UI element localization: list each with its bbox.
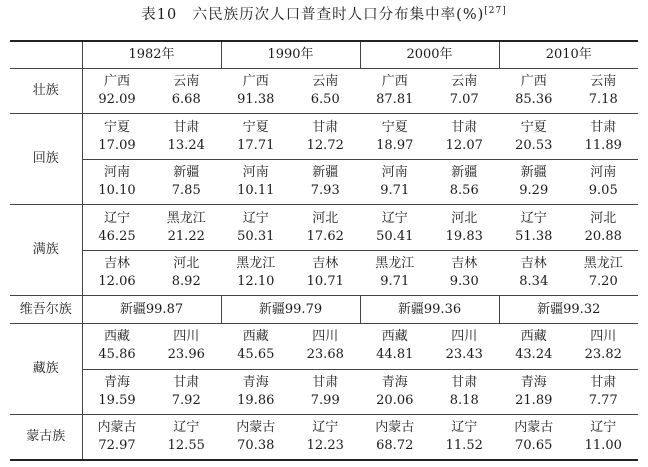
region-share-cell xyxy=(82,414,152,460)
header-year: 2010年 xyxy=(499,41,638,69)
province-name: 河北 xyxy=(173,255,200,271)
ethnic-group-cell: 壮族 xyxy=(10,69,82,114)
region-share-cell xyxy=(291,69,361,114)
region-share-cell xyxy=(499,205,569,250)
region-share-cell xyxy=(360,205,430,250)
share-value: 18.97 xyxy=(376,137,414,153)
region-share-cell xyxy=(430,250,500,295)
region-share-cell xyxy=(569,205,639,250)
share-value: 50.41 xyxy=(376,228,414,244)
province-name: 新疆 xyxy=(520,165,547,181)
region-share-cell xyxy=(430,114,500,159)
share-value: 7.99 xyxy=(310,392,340,408)
share-value: 7.93 xyxy=(310,183,340,199)
ethnic-group-cell: 蒙古族 xyxy=(10,414,82,460)
province-name: 内蒙古 xyxy=(514,419,554,435)
share-value: 21.89 xyxy=(515,392,553,408)
share-value: 70.38 xyxy=(237,437,275,453)
region-share-cell xyxy=(360,250,430,295)
table-row xyxy=(10,69,638,114)
share-value: 70.65 xyxy=(515,437,553,453)
province-name: 河南 xyxy=(590,165,617,181)
province-name: 青海 xyxy=(242,374,269,390)
province-name: 内蒙古 xyxy=(375,419,415,435)
share-value: 19.59 xyxy=(98,392,136,408)
region-share-cell xyxy=(499,324,569,369)
province-name: 黑龙江 xyxy=(166,210,206,226)
table-row xyxy=(10,114,638,159)
share-value: 9.05 xyxy=(588,183,618,199)
region-share-cell xyxy=(360,114,430,159)
province-name: 云南 xyxy=(590,74,617,90)
region-share-cell xyxy=(291,324,361,369)
share-value: 46.25 xyxy=(98,228,136,244)
region-share-cell xyxy=(221,159,291,204)
region-share-cell xyxy=(360,159,430,204)
province-name: 辽宁 xyxy=(520,210,547,226)
region-share-cell xyxy=(569,369,639,414)
share-value: 7.07 xyxy=(449,92,479,108)
region-share-cell xyxy=(430,324,500,369)
share-value: 17.62 xyxy=(306,228,344,244)
region-share-cell xyxy=(82,369,152,414)
share-value: 11.89 xyxy=(584,137,622,153)
province-name: 吉林 xyxy=(103,255,130,271)
province-name: 宁夏 xyxy=(103,119,130,135)
share-value: 12.06 xyxy=(98,273,136,289)
province-name: 内蒙古 xyxy=(236,419,276,435)
region-share-cell xyxy=(430,69,500,114)
province-name: 青海 xyxy=(381,374,408,390)
ethnic-group-cell: 维吾尔族 xyxy=(10,296,82,324)
province-name: 广西 xyxy=(242,74,269,90)
region-share-cell xyxy=(291,250,361,295)
region-share-cell xyxy=(221,69,291,114)
region-share-cell xyxy=(291,414,361,460)
province-name: 宁夏 xyxy=(242,119,269,135)
region-share-cell xyxy=(499,414,569,460)
province-name: 西藏 xyxy=(520,329,547,345)
share-value: 9.71 xyxy=(380,273,410,289)
share-value: 8.92 xyxy=(171,273,201,289)
header-row xyxy=(10,41,638,69)
header-year: 1990年 xyxy=(221,41,360,69)
region-share-cell xyxy=(430,205,500,250)
header-year: 2000年 xyxy=(360,41,499,69)
region-share-cell: 新疆99.36 xyxy=(360,296,499,324)
province-name: 吉林 xyxy=(451,255,478,271)
province-name: 辽宁 xyxy=(173,419,200,435)
province-name: 甘肃 xyxy=(312,374,339,390)
share-value: 72.97 xyxy=(98,437,136,453)
share-value: 19.86 xyxy=(237,392,275,408)
share-value: 87.81 xyxy=(376,92,414,108)
share-value: 23.96 xyxy=(167,347,205,363)
table-row xyxy=(10,296,638,324)
region-share-cell xyxy=(221,205,291,250)
region-share-cell xyxy=(221,250,291,295)
province-name: 广西 xyxy=(520,74,547,90)
region-share-cell xyxy=(82,324,152,369)
share-value: 85.36 xyxy=(515,92,553,108)
province-name: 辽宁 xyxy=(312,419,339,435)
region-share-cell xyxy=(569,69,639,114)
province-name: 新疆 xyxy=(173,165,200,181)
province-name: 河北 xyxy=(312,210,339,226)
share-value: 68.72 xyxy=(376,437,414,453)
share-value: 17.71 xyxy=(237,137,275,153)
share-value: 13.24 xyxy=(167,137,205,153)
province-name: 河北 xyxy=(451,210,478,226)
province-name: 四川 xyxy=(312,329,339,345)
region-share-cell xyxy=(499,114,569,159)
share-value: 6.50 xyxy=(310,92,340,108)
table-row xyxy=(10,324,638,369)
province-name: 宁夏 xyxy=(381,119,408,135)
share-value: 8.18 xyxy=(449,392,479,408)
province-name: 西藏 xyxy=(242,329,269,345)
region-share-cell xyxy=(499,159,569,204)
region-share-cell xyxy=(360,414,430,460)
table-caption xyxy=(0,0,648,30)
share-value: 12.55 xyxy=(167,437,205,453)
region-share-cell xyxy=(152,69,222,114)
region-share-cell: 新疆99.79 xyxy=(221,296,360,324)
table-row xyxy=(10,159,638,204)
region-share-cell: 新疆99.87 xyxy=(82,296,221,324)
share-value: 51.38 xyxy=(515,228,553,244)
share-value: 8.56 xyxy=(449,183,479,199)
province-name: 西藏 xyxy=(381,329,408,345)
province-name: 甘肃 xyxy=(590,119,617,135)
region-share-cell: 新疆99.32 xyxy=(499,296,638,324)
province-name: 辽宁 xyxy=(242,210,269,226)
share-value: 17.09 xyxy=(98,137,136,153)
province-name: 河南 xyxy=(242,165,269,181)
share-value: 8.34 xyxy=(519,273,549,289)
distribution-table xyxy=(10,40,638,461)
province-name: 新疆 xyxy=(451,165,478,181)
region-share-cell xyxy=(569,250,639,295)
province-name: 辽宁 xyxy=(451,419,478,435)
region-share-cell xyxy=(221,369,291,414)
region-share-cell xyxy=(291,369,361,414)
region-share-cell xyxy=(430,414,500,460)
province-name: 辽宁 xyxy=(103,210,130,226)
share-value: 23.43 xyxy=(445,347,483,363)
share-value: 9.71 xyxy=(380,183,410,199)
share-value: 6.68 xyxy=(171,92,201,108)
region-share-cell xyxy=(152,250,222,295)
region-share-cell xyxy=(82,205,152,250)
region-share-cell xyxy=(360,324,430,369)
share-value: 11.52 xyxy=(445,437,483,453)
ethnic-group-cell: 满族 xyxy=(10,205,82,296)
region-share-cell xyxy=(221,324,291,369)
province-name: 云南 xyxy=(312,74,339,90)
caption-title: 表10 六民族历次人口普查时人口分布集中率(%) xyxy=(141,7,485,23)
province-name: 黑龙江 xyxy=(583,255,623,271)
share-value: 9.29 xyxy=(519,183,549,199)
province-name: 河南 xyxy=(103,165,130,181)
share-value: 12.72 xyxy=(306,137,344,153)
province-name: 甘肃 xyxy=(451,374,478,390)
table-body xyxy=(10,69,638,461)
region-share-cell xyxy=(221,114,291,159)
region-share-cell xyxy=(430,369,500,414)
share-value: 23.68 xyxy=(306,347,344,363)
region-share-cell xyxy=(82,159,152,204)
share-value: 10.10 xyxy=(98,183,136,199)
region-share-cell xyxy=(499,69,569,114)
share-value: 92.09 xyxy=(98,92,136,108)
share-value: 9.30 xyxy=(449,273,479,289)
province-name: 河北 xyxy=(590,210,617,226)
region-share-cell xyxy=(569,414,639,460)
province-name: 辽宁 xyxy=(381,210,408,226)
province-name: 青海 xyxy=(103,374,130,390)
region-share-cell xyxy=(499,250,569,295)
region-share-cell xyxy=(221,414,291,460)
region-share-cell xyxy=(152,369,222,414)
share-value: 12.10 xyxy=(237,273,275,289)
province-name: 吉林 xyxy=(520,255,547,271)
province-name: 辽宁 xyxy=(590,419,617,435)
province-name: 内蒙古 xyxy=(97,419,137,435)
share-value: 7.77 xyxy=(588,392,618,408)
province-name: 云南 xyxy=(173,74,200,90)
province-name: 甘肃 xyxy=(451,119,478,135)
province-name: 四川 xyxy=(173,329,200,345)
province-name: 青海 xyxy=(520,374,547,390)
province-name: 黑龙江 xyxy=(375,255,415,271)
region-share-cell xyxy=(569,114,639,159)
region-share-cell xyxy=(569,159,639,204)
region-share-cell xyxy=(360,369,430,414)
region-share-cell xyxy=(291,159,361,204)
region-share-cell xyxy=(430,159,500,204)
region-share-cell xyxy=(152,114,222,159)
share-value: 45.86 xyxy=(98,347,136,363)
region-share-cell xyxy=(360,69,430,114)
share-value: 44.81 xyxy=(376,347,414,363)
province-name: 吉林 xyxy=(312,255,339,271)
share-value: 10.71 xyxy=(306,273,344,289)
province-name: 河南 xyxy=(381,165,408,181)
share-value: 10.11 xyxy=(237,183,275,199)
header-corner xyxy=(10,41,82,69)
table-row xyxy=(10,414,638,460)
region-share-cell xyxy=(82,250,152,295)
province-name: 广西 xyxy=(381,74,408,90)
province-name: 宁夏 xyxy=(520,119,547,135)
share-value: 7.92 xyxy=(171,392,201,408)
share-value: 7.18 xyxy=(588,92,618,108)
ethnic-group-cell: 藏族 xyxy=(10,324,82,415)
province-name: 甘肃 xyxy=(312,119,339,135)
share-value: 50.31 xyxy=(237,228,275,244)
share-value: 20.88 xyxy=(584,228,622,244)
province-name: 四川 xyxy=(590,329,617,345)
region-share-cell xyxy=(499,369,569,414)
share-value: 20.06 xyxy=(376,392,414,408)
share-value: 43.24 xyxy=(515,347,553,363)
share-value: 91.38 xyxy=(237,92,275,108)
share-value: 21.22 xyxy=(167,228,205,244)
province-name: 甘肃 xyxy=(590,374,617,390)
table-row xyxy=(10,250,638,295)
caption-reference: [27] xyxy=(484,6,507,17)
province-name: 黑龙江 xyxy=(236,255,276,271)
region-share-cell xyxy=(152,324,222,369)
province-name: 广西 xyxy=(103,74,130,90)
share-value: 12.07 xyxy=(445,137,483,153)
share-value: 11.00 xyxy=(584,437,622,453)
region-share-cell xyxy=(291,114,361,159)
share-value: 23.82 xyxy=(584,347,622,363)
region-share-cell xyxy=(291,205,361,250)
share-value: 7.20 xyxy=(588,273,618,289)
province-name: 甘肃 xyxy=(173,119,200,135)
province-name: 西藏 xyxy=(103,329,130,345)
region-share-cell xyxy=(152,205,222,250)
province-name: 新疆 xyxy=(312,165,339,181)
province-name: 甘肃 xyxy=(173,374,200,390)
share-value: 19.83 xyxy=(445,228,483,244)
province-name: 四川 xyxy=(451,329,478,345)
share-value: 45.65 xyxy=(237,347,275,363)
region-share-cell xyxy=(82,114,152,159)
region-share-cell xyxy=(569,324,639,369)
province-name: 云南 xyxy=(451,74,478,90)
region-share-cell xyxy=(152,414,222,460)
region-share-cell xyxy=(152,159,222,204)
region-share-cell xyxy=(82,69,152,114)
share-value: 20.53 xyxy=(515,137,553,153)
share-value: 7.85 xyxy=(171,183,201,199)
header-year: 1982年 xyxy=(82,41,221,69)
share-value: 12.23 xyxy=(306,437,344,453)
ethnic-group-cell: 回族 xyxy=(10,114,82,205)
table-row xyxy=(10,369,638,414)
table-row xyxy=(10,205,638,250)
